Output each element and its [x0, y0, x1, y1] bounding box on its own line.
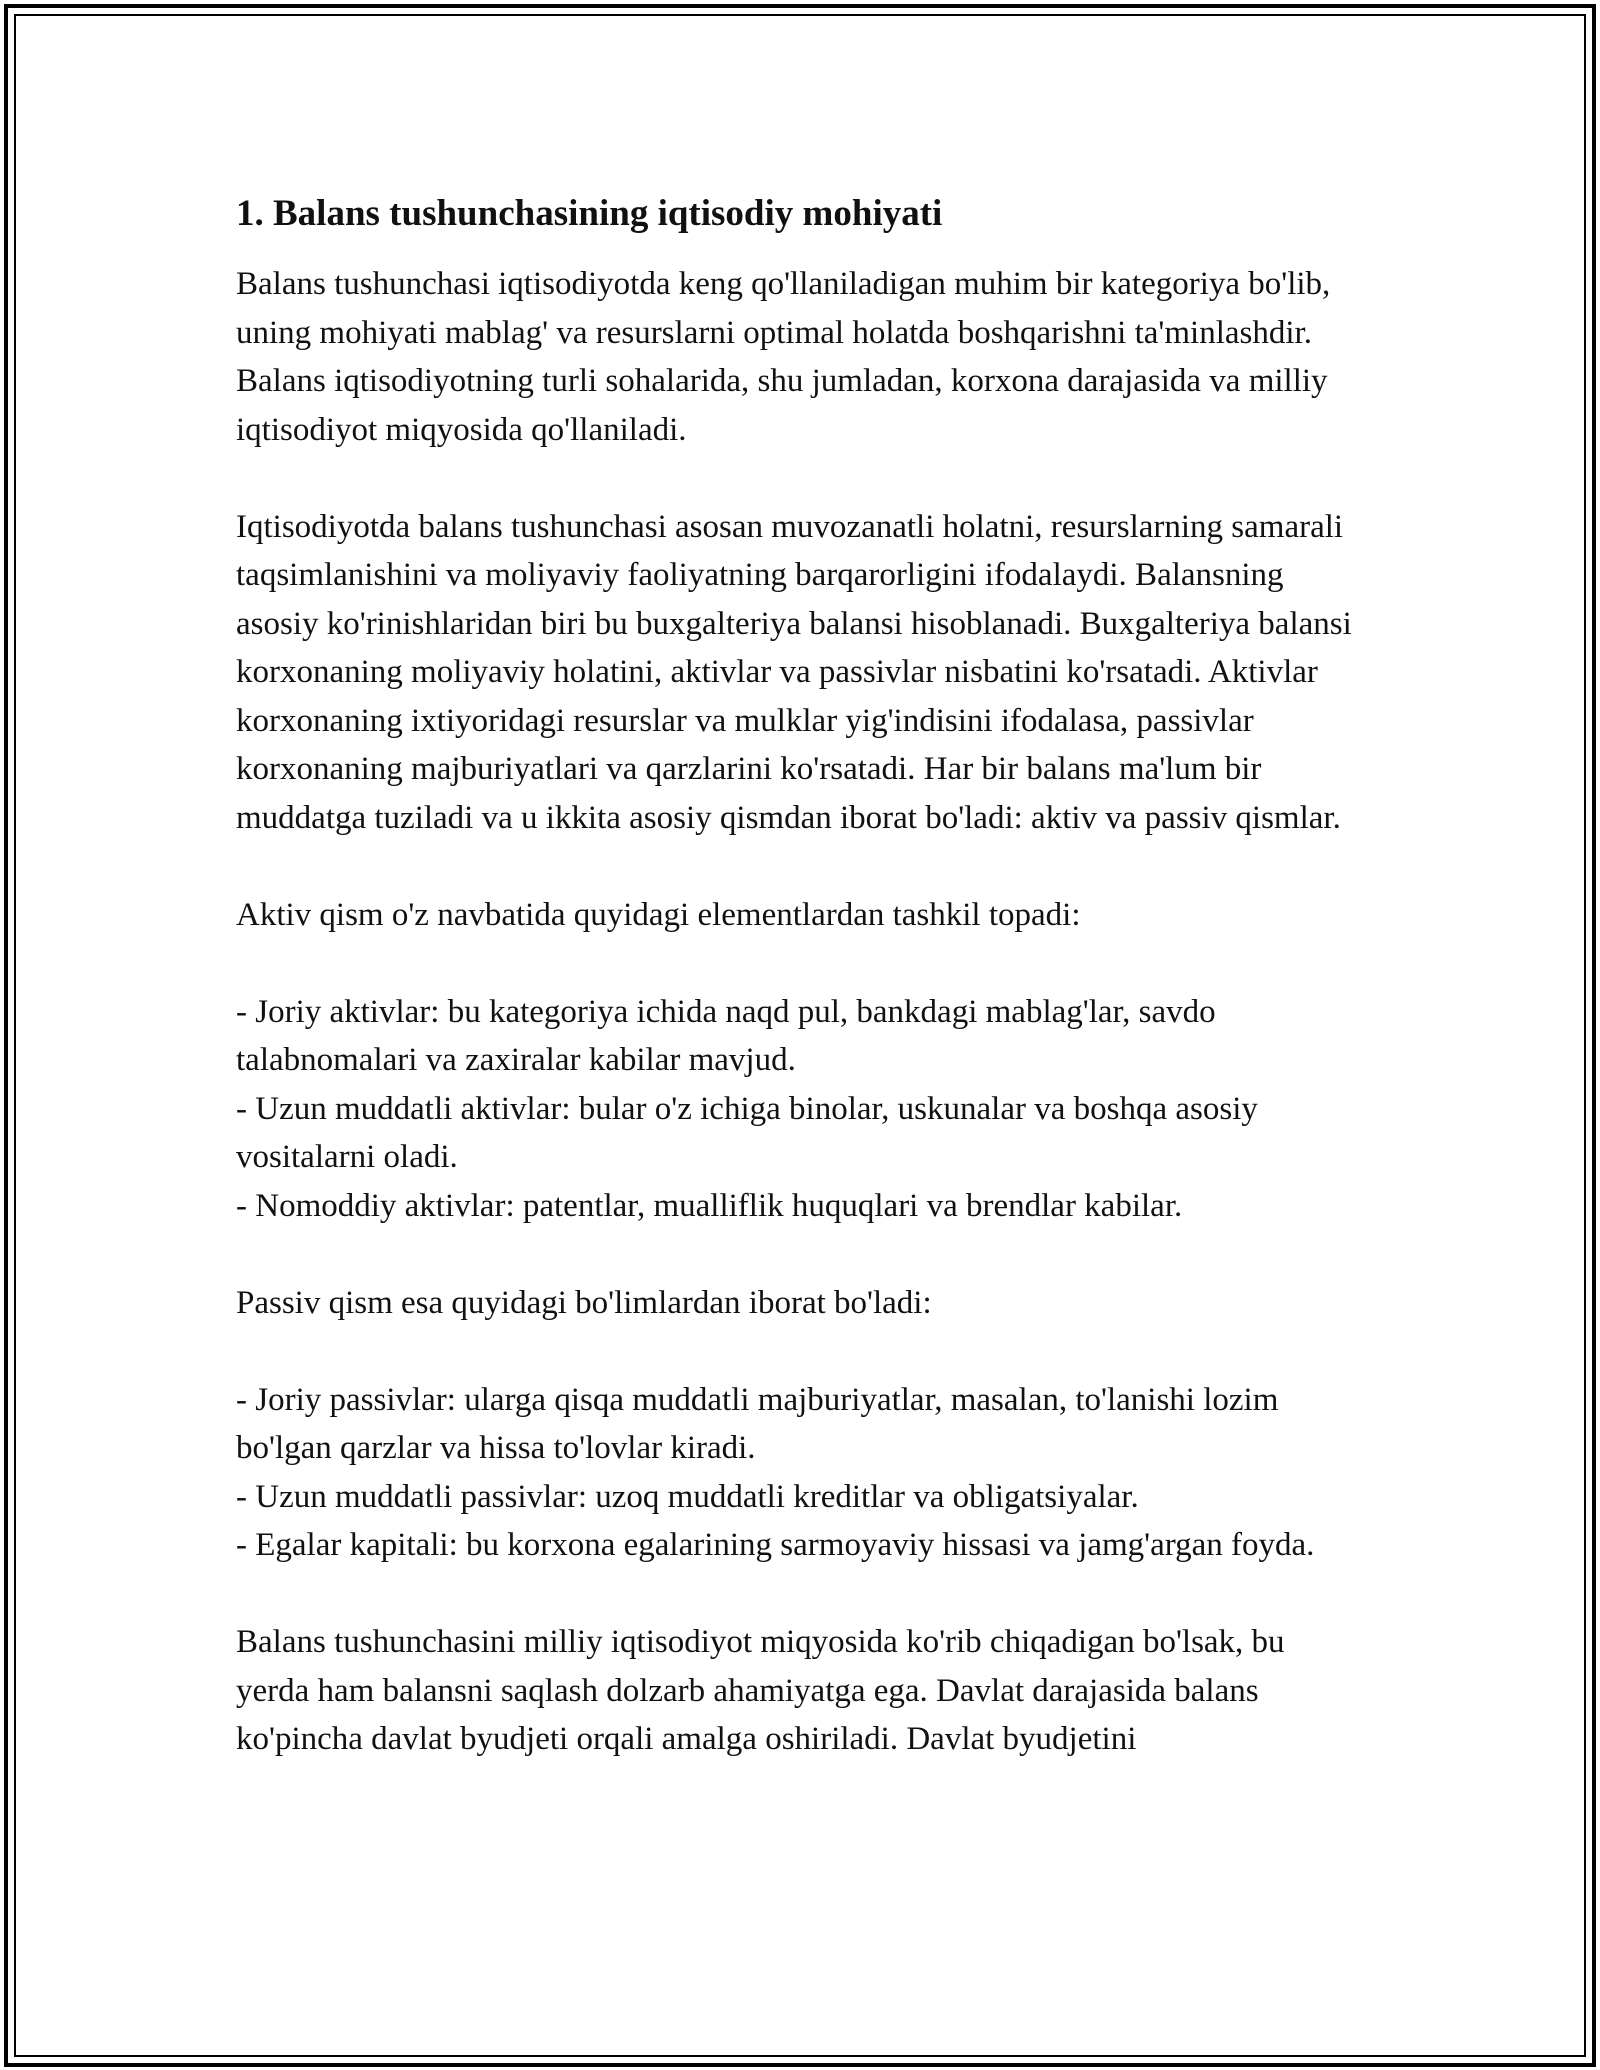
list-item: - Uzun muddatli passivlar: uzoq muddatli kreditlar va obligatsiyalar.: [236, 1478, 1139, 1515]
list-item: - Joriy passivlar: ularga qisqa muddatli majburiyatlar, masalan, to'lanishi lozim bo'lgan qarzlar va hissa to'lovlar kiradi.: [236, 1381, 1279, 1466]
passiv-list: [236, 1376, 1356, 1570]
list-item: - Nomoddiy aktivlar: patentlar, mualliflik huquqlari va brendlar kabilar.: [236, 1187, 1183, 1224]
paragraph-passiv-intro: Passiv qism esa quyidagi bo'limlardan iborat bo'ladi:: [236, 1284, 932, 1321]
paragraph-intro: Balans tushunchasi iqtisodiyotda keng qo'llaniladigan muhim bir kategoriya bo'lib, uning mohiyati mablag' va resurslarni optimal holatda boshqarishni ta'minlashdir. Balans iqtisodiyotning turli sohalarida, shu jumladan, korxona darajasida va milliy iqtisodiyot miqyosida qo'llaniladi.: [236, 266, 1331, 448]
list-item: - Joriy aktivlar: bu kategoriya ichida naqd pul, bankdagi mablag'lar, savdo talabnomalari va zaxiralar kabilar mavjud.: [236, 993, 1216, 1078]
section-heading: 1. Balans tushunchasining iqtisodiy mohiyati: [236, 193, 943, 234]
list-item: - Egalar kapitali: bu korxona egalarining sarmoyaviy hissasi va jamg'argan foyda.: [236, 1527, 1315, 1563]
paragraph-aktiv-intro: Aktiv qism o'z navbatida quyidagi elementlardan tashkil topadi:: [236, 896, 1081, 933]
paragraph-national-economy: Balans tushunchasini milliy iqtisodiyot miqyosida ko'rib chiqadigan bo'lsak, bu yerda ham balansni saqlash dolzarb ahamiyatga ega. Davlat darajasida balans ko'pincha davlat byudjeti orqali amalga oshiriladi. Davlat byudjetini: [236, 1624, 1285, 1757]
aktiv-list: [236, 988, 1356, 1231]
document-body: [236, 188, 1356, 1812]
list-item: - Uzun muddatli aktivlar: bular o'z ichiga binolar, uskunalar va boshqa asosiy vositalarni oladi.: [236, 1090, 1258, 1175]
paragraph-balance-definition: Iqtisodiyotda balans tushunchasi asosan muvozanatli holatni, resurslarning samarali taqsimlanishini va moliyaviy faoliyatning barqarorligini ifodalaydi. Balansning asosiy ko'rinishlaridan biri bu buxgalteriya balansi hisoblanadi. Buxgalteriya balansi korxonaning moliyaviy holatini, aktivlar va passivlar nisbatini ko'rsatadi. Aktivlar korxonaning ixtiyoridagi resurslar va mulklar yig'indisini ifodalasa, passivlar korxonaning majburiyatlari va qarzlarini ko'rsatadi. Har bir balans ma'lum bir muddatga tuziladi va u ikkita asosiy qismdan iborat bo'ladi: aktiv va passiv qismlar.: [236, 508, 1352, 836]
